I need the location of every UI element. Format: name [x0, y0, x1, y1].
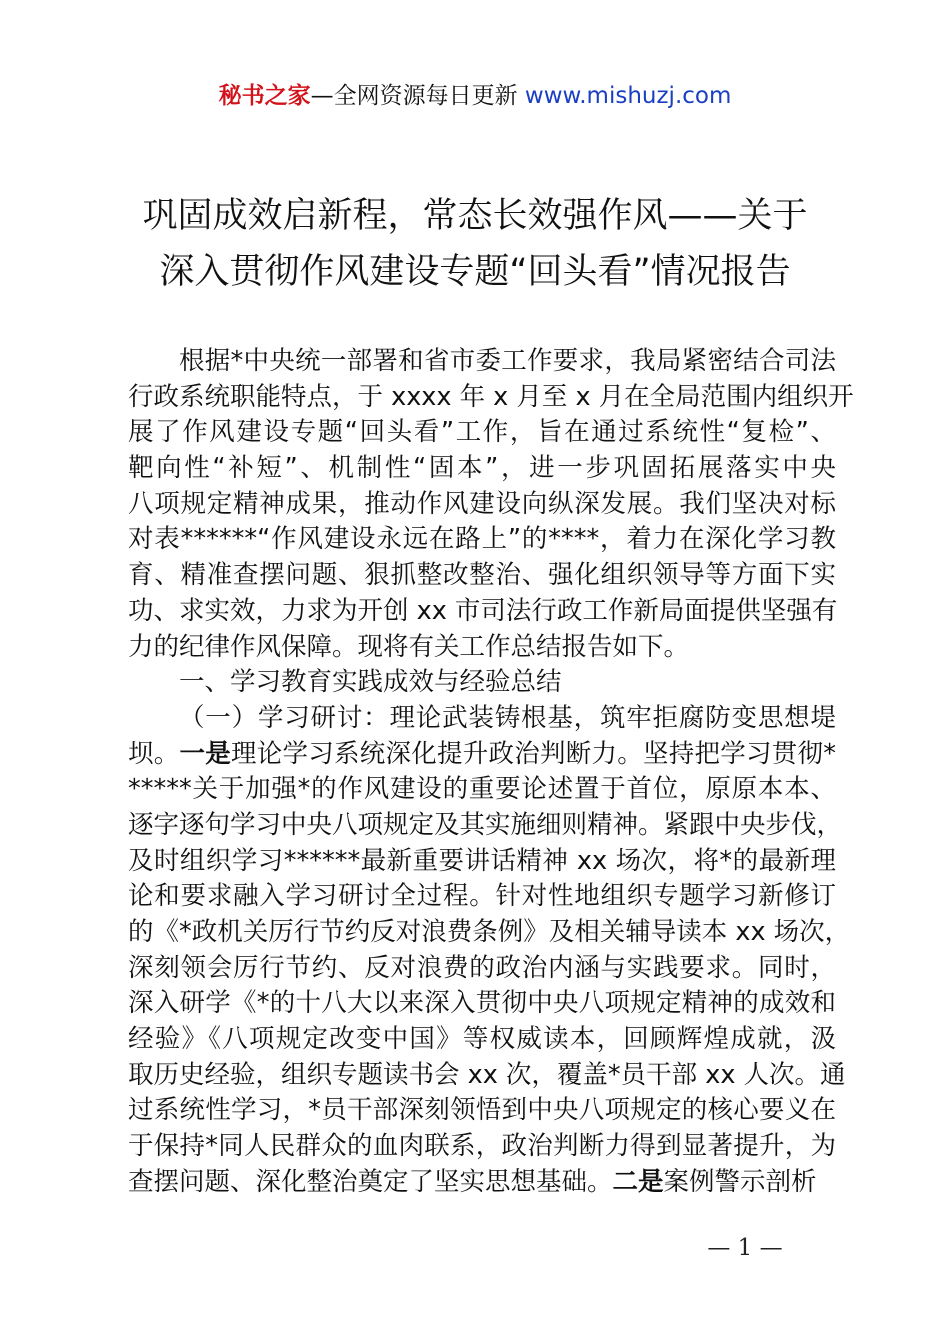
subsection-heading: （一）学习研讨：理论武装铸根基，筑牢拒腐防变思想堤 — [179, 702, 836, 733]
brand-name: 秘书之家 — [218, 83, 311, 109]
body-line-prefix: 坝。 — [128, 738, 180, 769]
title-line-2: 深入贯彻作风建设专题“回头看”情况报告 — [159, 252, 791, 292]
body-line: 过系统性学习，*员干部深刻领悟到中央八项规定的核心要义在 — [128, 1095, 836, 1126]
body-line: 深刻领会厉行节约、反对浪费的政治内涵与实践要求。同时， — [128, 952, 836, 983]
document-body — [128, 344, 854, 1201]
body-line: 功、求实效，力求为开创 xx 市司法行政工作新局面提供坚强有 — [128, 595, 838, 626]
title-line-1: 巩固成效启新程，常态长效强作风——关于 — [142, 196, 808, 236]
body-line: 逐字逐句学习中央八项规定及其实施细则精神。紧跟中央步伐， — [128, 809, 843, 840]
body-line-start: 查摆问题、深化整治奠定了坚实思想基础。 — [128, 1166, 613, 1197]
body-line-rest: 理论学习系统深化提升政治判断力。坚持把学习贯彻* — [231, 738, 836, 769]
header-dash: — — [310, 83, 334, 109]
body-line: 育、精准查摆问题、狠抓整改整治、强化组织领导等方面下实 — [128, 560, 836, 591]
body-line-mixed — [128, 737, 836, 773]
body-line: 经验》《八项规定改变中国》等权威读本，回顾辉煌成就，汲 — [128, 1024, 836, 1055]
body-line: *****关于加强*的作风建设的重要论述置于首位，原原本本、 — [128, 774, 836, 805]
body-line: 力的纪律作风保障。现将有关工作总结报告如下。 — [128, 631, 690, 662]
body-line: 展了作风建设专题“回头看”工作，旨在通过系统性“复检”、 — [128, 417, 836, 448]
body-line: 根据*中央统一部署和省市委工作要求，我局紧密结合司法 — [179, 346, 836, 376]
body-line: 靶向性“补短”、机制性“固本”，进一步巩固拓展落实中央 — [128, 453, 836, 484]
document-title — [0, 188, 950, 300]
body-line: 对表******“作风建设永远在路上”的****，着力在深化学习教 — [128, 524, 836, 555]
body-line: 论和要求融入学习研讨全过程。针对性地组织专题学习新修订 — [128, 881, 836, 912]
body-line: 八项规定精神成果，推动作风建设向纵深发展。我们坚决对标 — [128, 488, 836, 519]
page-number: — 1 — — [707, 1235, 783, 1261]
bold-marker-two: 二是 — [612, 1166, 664, 1197]
body-line: 行政系统职能特点，于 xxxx 年 x 月至 x 月在全局范围内组织开 — [128, 381, 854, 412]
body-line: 深入研学《*的十八大以来深入贯彻中央八项规定精神的成效和 — [128, 988, 836, 1019]
section-heading: 一、学习教育实践成效与经验总结 — [179, 667, 562, 698]
body-line-mixed — [128, 1165, 836, 1201]
body-line: 的《*政机关厉行节约反对浪费条例》及相关辅导读本 xx 场次， — [128, 917, 851, 947]
body-line-end: 案例警示剖析 — [663, 1166, 817, 1197]
bold-marker-one: 一是 — [179, 738, 231, 769]
site-header — [0, 80, 950, 112]
header-tagline: 全网资源每日更新 — [333, 83, 518, 109]
body-line: 及时组织学习******最新重要讲话精神 xx 场次，将*的最新理 — [128, 845, 836, 876]
site-url[interactable]: www.mishuzj.com — [524, 83, 732, 109]
body-line: 于保持*同人民群众的血肉联系，政治判断力得到显著提升，为 — [128, 1131, 836, 1162]
body-line: 取历史经验，组织专题读书会 xx 次，覆盖*员干部 xx 人次。通 — [128, 1059, 846, 1090]
